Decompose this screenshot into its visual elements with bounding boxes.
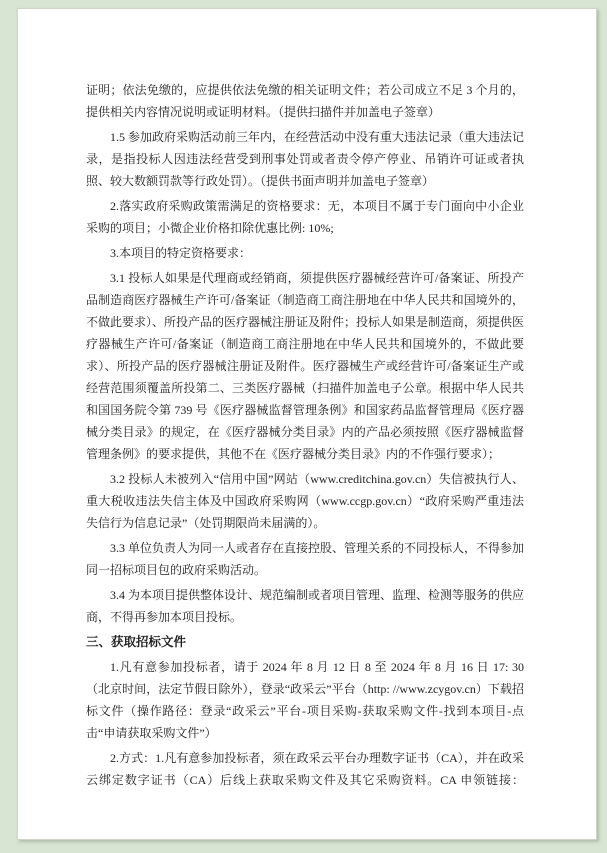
paragraph-3-2-credit-china: 3.2 投标人未被列入“信用中国”网站（www.creditchina.gov.cn）失信被执行人、重大税收违法失信主体及中国政府采购网（www.ccgp.gov.cn）“政府采购严重违法失信行为信息记录”（处罚期限尚未届满的）。 [86, 472, 524, 530]
paragraph-tax-certificate-continuation: 证明；依法免缴的，应提供依法免缴的相关证明文件；若公司成立不足 3 个月的，提供相关内容情况说明或证明材料。（提供扫描件并加盖电子签章） [86, 83, 524, 119]
section-heading-obtain-bid-documents: 三、获取招标文件 [86, 635, 187, 649]
paragraph-3-1-medical-device-licenses: 3.1 投标人如果是代理商或经销商，须提供医疗器械经营许可/备案证、所投产品制造商医疗器械生产许可/备案证（制造商工商注册地在中华人民共和国境外的，不做此要求）、所投产品的医疗器械注册证及附件；投标人如果是制造商，须提供医疗器械生产许可/备案证（制造商工商注册地在中华人民共和国境外的，不做此要求）、所投产品的医疗器械注册证及附件。医疗器械生产或经营许可/备案证生产或经营范围须覆盖所投第二、三类医疗器械（扫描件加盖电子公章。根据中华人民共和国国务院令第 739 号《医疗器械监督管理条例》和国家药品监督管理局《医疗器械分类目录》的规定，在《医疗器械分类目录》内的产品必须按照《医疗器械监督管理条例》的要求提供，其他不在《医疗器械分类目录》内的不作强行要求）； [86, 271, 525, 461]
paragraph-1-5-no-major-violations: 1.5 参加政府采购活动前三年内，在经营活动中没有重大违法记录（重大违法记录，是指投标人因违法经营受到刑事处罚或者责令停产停业、吊销许可证或者执照、较大数额罚款等行政处罚）。（提供书面声明并加盖电子签章） [86, 130, 525, 188]
paragraph-3-specific-qualifications: 3.本项目的特定资格要求： [110, 246, 252, 260]
document-page [17, 8, 597, 840]
paragraph-obtain-2-ca-certificate: 2.方式：1.凡有意参加投标者，须在政采云平台办理数字证书（CA），并在政采云绑定数字证书（CA）后线上获取采购文件及其它采购资料。CA 申领链接： [86, 751, 524, 787]
paragraph-3-4-service-providers: 3.4 为本项目提供整体设计、规范编制或者项目管理、监理、检测等服务的供应商，不得再参加本项目投标。 [86, 588, 525, 624]
paragraph-2-procurement-policy: 2.落实政府采购政策需满足的资格要求：无，本项目不属于专门面向中小企业采购的项目；小微企业价格扣除优惠比例: 10%; [86, 199, 524, 235]
document-content [18, 9, 596, 791]
paragraph-3-3-same-legal-person: 3.3 单位负责人为同一人或者存在直接控股、管理关系的不同投标人，不得参加同一招标项目包的政府采购活动。 [86, 541, 525, 577]
paragraph-obtain-1-download-schedule: 1.凡有意参加投标者，请于 2024 年 8 月 12 日 8 至 2024 年 8 月 16 日 17: 30（北京时间，法定节假日除外），登录“政采云”平台（http: //www.zcygov.cn）下载招标文件（操作路径：登录“政采云”平台-项目采购-获取采购文件-找到本项目-点击“申请获取采购文件”） [86, 660, 524, 740]
